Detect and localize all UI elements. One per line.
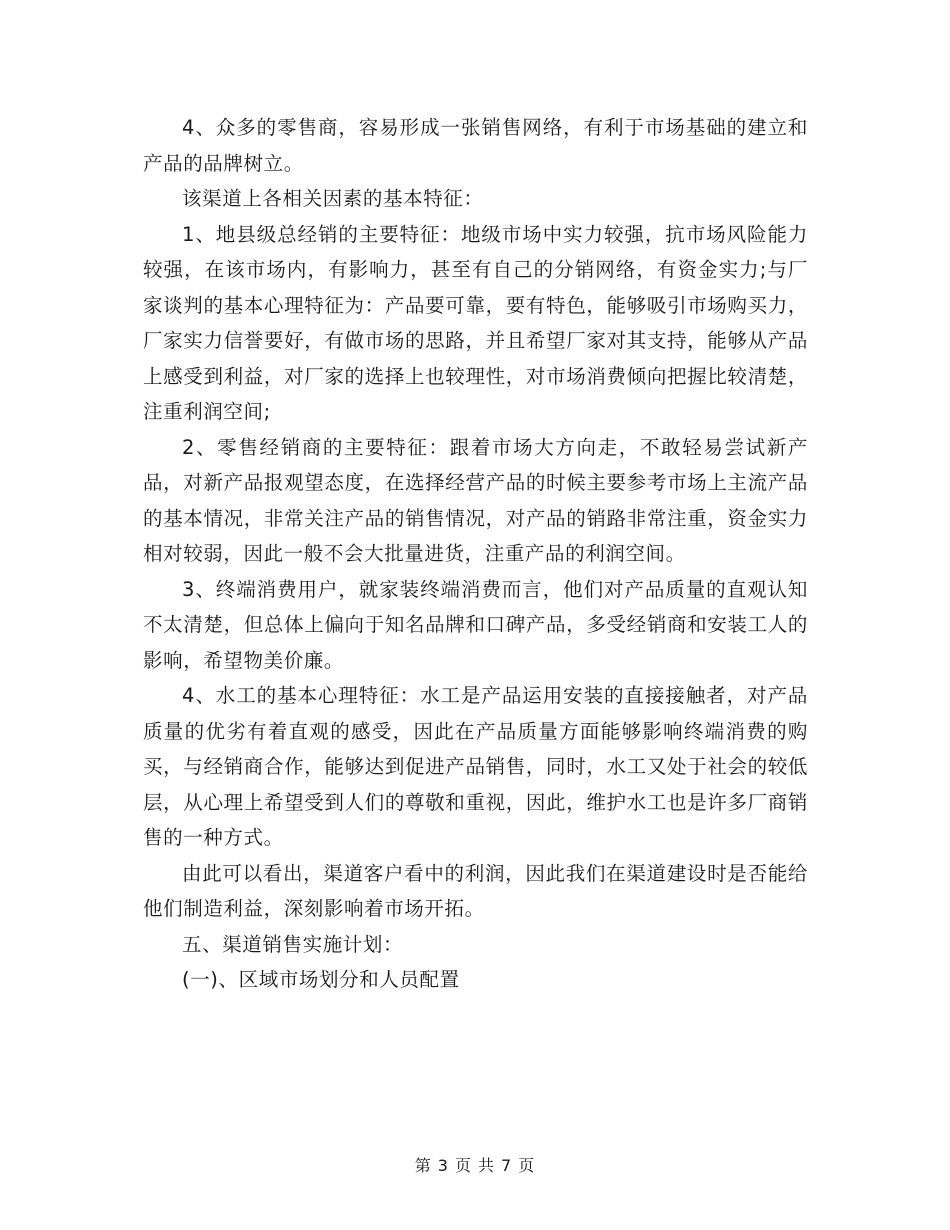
paragraph-channel-factors-heading: 该渠道上各相关因素的基本特征：: [182, 187, 484, 210]
section-heading-implementation-plan: 五、渠道销售实施计划：: [182, 932, 404, 956]
page-footer: [0, 1153, 950, 1176]
subsection-heading-market-division: (一)、区域市场划分和人员配置: [182, 968, 460, 991]
paragraph-county-distributor: 1、地县级总经销的主要特征：地级市场中实力较强，抗市场风险能力较强，在该市场内，有影响力，甚至有自己的分销网络，有资金实力;与厂家谈判的基本心理特征为：产品要可靠，要有特色，能够吸引市场购买力，厂家实力信誉要好，有做市场的思路，并且希望厂家对其支持，能够从产品上感受到利益，对厂家的选择上也较理性，对市场消费倾向把握比较清楚，注重利润空间;: [143, 222, 808, 423]
document-body: [143, 110, 808, 998]
paragraph-plumber: 4、水工的基本心理特征：水工是产品运用安装的直接接触者，对产品质量的优劣有着直观的感受，因此在产品质量方面能够影响终端消费的购买，与经销商合作，能够达到促进产品销售，同时，水工又处于社会的较低层，从心理上希望受到人们的尊敬和重视，因此，维护水工也是许多厂商销售的一种方式。: [143, 684, 808, 849]
footer-middle: 页 共: [454, 1156, 496, 1175]
paragraph-end-consumer: 3、终端消费用户，就家装终端消费而言，他们对产品质量的直观认知不太清楚，但总体上偏向于知名品牌和口碑产品，多受经销商和安装工人的影响，希望物美价廉。: [143, 577, 808, 672]
paragraph-conclusion: 由此可以看出，渠道客户看中的利润，因此我们在渠道建设时是否能给他们制造利益，深刻影响着市场开拓。: [143, 861, 808, 920]
footer-prefix: 第: [414, 1156, 432, 1175]
footer-suffix: 页: [518, 1156, 536, 1175]
paragraph-retail-dealer: 2、零售经销商的主要特征：跟着市场大方向走，不敢轻易尝试新产品，对新产品报观望态度，在选择经营产品的时候主要参考市场上主流产品的基本情况，非常关注产品的销售情况，对产品的销路非常注重，资金实力相对较弱，因此一般不会大批量进货，注重产品的利润空间。: [143, 435, 808, 565]
total-pages: 7: [501, 1156, 513, 1175]
paragraph-retailers-network: 4、众多的零售商，容易形成一张销售网络，有利于市场基础的建立和产品的品牌树立。: [143, 116, 808, 175]
page-number: 3: [437, 1156, 449, 1175]
